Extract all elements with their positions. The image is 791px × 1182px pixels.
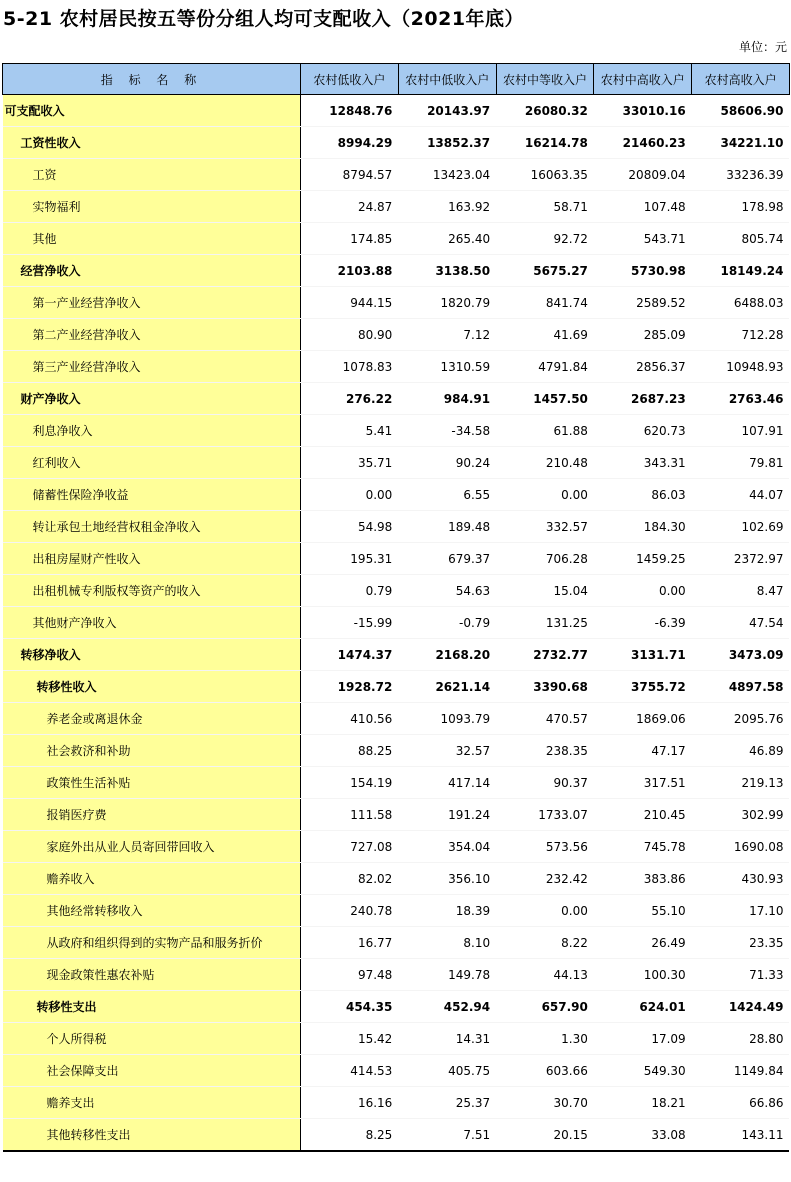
row-label: 储蓄性保险净收益 — [3, 479, 301, 511]
cell-value: 100.30 — [594, 959, 692, 991]
cell-value: 414.53 — [301, 1055, 399, 1087]
cell-value: 107.48 — [594, 191, 692, 223]
row-label: 从政府和组织得到的实物产品和服务折价 — [3, 927, 301, 959]
cell-value: 24.87 — [301, 191, 399, 223]
cell-value: 1459.25 — [594, 543, 692, 575]
header-middle-income: 农村中等收入户 — [496, 64, 594, 95]
cell-value: 20809.04 — [594, 159, 692, 191]
cell-value: 143.11 — [692, 1119, 790, 1152]
cell-value: 8.47 — [692, 575, 790, 607]
cell-value: 841.74 — [496, 287, 594, 319]
table-row — [3, 543, 790, 575]
cell-value: 3755.72 — [594, 671, 692, 703]
cell-value: 71.33 — [692, 959, 790, 991]
cell-value: 14.31 — [398, 1023, 496, 1055]
header-lower-middle-income: 农村中低收入户 — [398, 64, 496, 95]
cell-value: 276.22 — [301, 383, 399, 415]
cell-value: 44.07 — [692, 479, 790, 511]
cell-value: 54.98 — [301, 511, 399, 543]
cell-value: 55.10 — [594, 895, 692, 927]
cell-value: 265.40 — [398, 223, 496, 255]
cell-value: 2687.23 — [594, 383, 692, 415]
cell-value: 417.14 — [398, 767, 496, 799]
cell-value: 2621.14 — [398, 671, 496, 703]
cell-value: 6488.03 — [692, 287, 790, 319]
cell-value: 0.00 — [594, 575, 692, 607]
row-label: 赡养支出 — [3, 1087, 301, 1119]
table-row — [3, 479, 790, 511]
cell-value: 6.55 — [398, 479, 496, 511]
cell-value: 343.31 — [594, 447, 692, 479]
row-label: 社会保障支出 — [3, 1055, 301, 1087]
cell-value: 549.30 — [594, 1055, 692, 1087]
cell-value: 745.78 — [594, 831, 692, 863]
cell-value: 232.42 — [496, 863, 594, 895]
cell-value: 58606.90 — [692, 95, 790, 127]
row-label: 其他财产净收入 — [3, 607, 301, 639]
cell-value: 238.35 — [496, 735, 594, 767]
cell-value: 3473.09 — [692, 639, 790, 671]
row-label: 实物福利 — [3, 191, 301, 223]
row-label: 第一产业经营净收入 — [3, 287, 301, 319]
cell-value: 15.42 — [301, 1023, 399, 1055]
cell-value: 163.92 — [398, 191, 496, 223]
table-row — [3, 671, 790, 703]
cell-value: 15.04 — [496, 575, 594, 607]
cell-value: 1310.59 — [398, 351, 496, 383]
cell-value: 706.28 — [496, 543, 594, 575]
row-label: 转让承包土地经营权租金净收入 — [3, 511, 301, 543]
cell-value: 573.56 — [496, 831, 594, 863]
cell-value: 28.80 — [692, 1023, 790, 1055]
cell-value: 16063.35 — [496, 159, 594, 191]
table-row — [3, 159, 790, 191]
table-row — [3, 319, 790, 351]
cell-value: 20143.97 — [398, 95, 496, 127]
row-label: 报销医疗费 — [3, 799, 301, 831]
cell-value: 16214.78 — [496, 127, 594, 159]
header-row — [3, 64, 790, 95]
cell-value: 174.85 — [301, 223, 399, 255]
cell-value: 727.08 — [301, 831, 399, 863]
cell-value: 8.10 — [398, 927, 496, 959]
cell-value: 17.09 — [594, 1023, 692, 1055]
row-label: 利息净收入 — [3, 415, 301, 447]
cell-value: -6.39 — [594, 607, 692, 639]
cell-value: 240.78 — [301, 895, 399, 927]
row-label: 其他 — [3, 223, 301, 255]
cell-value: 356.10 — [398, 863, 496, 895]
cell-value: 61.88 — [496, 415, 594, 447]
row-label: 出租房屋财产性收入 — [3, 543, 301, 575]
header-low-income: 农村低收入户 — [301, 64, 399, 95]
cell-value: 332.57 — [496, 511, 594, 543]
cell-value: 154.19 — [301, 767, 399, 799]
cell-value: 80.90 — [301, 319, 399, 351]
cell-value: 620.73 — [594, 415, 692, 447]
cell-value: 7.51 — [398, 1119, 496, 1152]
cell-value: 3138.50 — [398, 255, 496, 287]
table-row — [3, 895, 790, 927]
table-row — [3, 223, 790, 255]
cell-value: 454.35 — [301, 991, 399, 1023]
row-label: 红利收入 — [3, 447, 301, 479]
cell-value: 16.16 — [301, 1087, 399, 1119]
cell-value: 86.03 — [594, 479, 692, 511]
cell-value: 8.22 — [496, 927, 594, 959]
table-row — [3, 703, 790, 735]
cell-value: 1820.79 — [398, 287, 496, 319]
cell-value: 944.15 — [301, 287, 399, 319]
row-label: 转移净收入 — [3, 639, 301, 671]
row-label: 其他转移性支出 — [3, 1119, 301, 1152]
cell-value: 2589.52 — [594, 287, 692, 319]
cell-value: 3390.68 — [496, 671, 594, 703]
cell-value: 107.91 — [692, 415, 790, 447]
income-table — [2, 63, 790, 1152]
cell-value: 18.21 — [594, 1087, 692, 1119]
cell-value: 13852.37 — [398, 127, 496, 159]
cell-value: 79.81 — [692, 447, 790, 479]
table-row — [3, 735, 790, 767]
cell-value: 88.25 — [301, 735, 399, 767]
cell-value: 178.98 — [692, 191, 790, 223]
row-label: 家庭外出从业人员寄回带回收入 — [3, 831, 301, 863]
cell-value: 1474.37 — [301, 639, 399, 671]
cell-value: 41.69 — [496, 319, 594, 351]
cell-value: 1457.50 — [496, 383, 594, 415]
cell-value: 32.57 — [398, 735, 496, 767]
table-row — [3, 799, 790, 831]
cell-value: 2372.97 — [692, 543, 790, 575]
table-row — [3, 127, 790, 159]
cell-value: 8794.57 — [301, 159, 399, 191]
cell-value: 92.72 — [496, 223, 594, 255]
cell-value: 149.78 — [398, 959, 496, 991]
cell-value: 191.24 — [398, 799, 496, 831]
table-row — [3, 287, 790, 319]
cell-value: -34.58 — [398, 415, 496, 447]
cell-value: 410.56 — [301, 703, 399, 735]
cell-value: 302.99 — [692, 799, 790, 831]
cell-value: 10948.93 — [692, 351, 790, 383]
cell-value: 90.37 — [496, 767, 594, 799]
cell-value: 33010.16 — [594, 95, 692, 127]
cell-value: 805.74 — [692, 223, 790, 255]
cell-value: 2168.20 — [398, 639, 496, 671]
cell-value: 712.28 — [692, 319, 790, 351]
cell-value: 210.45 — [594, 799, 692, 831]
cell-value: 16.77 — [301, 927, 399, 959]
row-label: 出租机械专利版权等资产的收入 — [3, 575, 301, 607]
cell-value: 219.13 — [692, 767, 790, 799]
cell-value: 44.13 — [496, 959, 594, 991]
cell-value: 18149.24 — [692, 255, 790, 287]
table-row — [3, 959, 790, 991]
table-row — [3, 831, 790, 863]
table-row — [3, 607, 790, 639]
table-row — [3, 991, 790, 1023]
row-label: 转移性支出 — [3, 991, 301, 1023]
cell-value: 34221.10 — [692, 127, 790, 159]
table-row — [3, 863, 790, 895]
row-label: 第二产业经营净收入 — [3, 319, 301, 351]
unit-label: 单位：元 — [738, 40, 787, 54]
cell-value: 8994.29 — [301, 127, 399, 159]
cell-value: 82.02 — [301, 863, 399, 895]
cell-value: 30.70 — [496, 1087, 594, 1119]
header-indicator-name: 指 标 名 称 — [3, 64, 301, 95]
row-label: 赡养收入 — [3, 863, 301, 895]
cell-value: 984.91 — [398, 383, 496, 415]
cell-value: 285.09 — [594, 319, 692, 351]
cell-value: 210.48 — [496, 447, 594, 479]
cell-value: 23.35 — [692, 927, 790, 959]
row-label: 财产净收入 — [3, 383, 301, 415]
table-row — [3, 255, 790, 287]
row-label: 转移性收入 — [3, 671, 301, 703]
cell-value: 5.41 — [301, 415, 399, 447]
cell-value: 2732.77 — [496, 639, 594, 671]
table-row — [3, 1087, 790, 1119]
table-row — [3, 447, 790, 479]
cell-value: 624.01 — [594, 991, 692, 1023]
cell-value: 131.25 — [496, 607, 594, 639]
cell-value: 0.00 — [496, 479, 594, 511]
cell-value: 1.30 — [496, 1023, 594, 1055]
cell-value: 1869.06 — [594, 703, 692, 735]
cell-value: 66.86 — [692, 1087, 790, 1119]
cell-value: 26.49 — [594, 927, 692, 959]
table-row — [3, 511, 790, 543]
cell-value: 2103.88 — [301, 255, 399, 287]
cell-value: 12848.76 — [301, 95, 399, 127]
cell-value: 5675.27 — [496, 255, 594, 287]
cell-value: 679.37 — [398, 543, 496, 575]
cell-value: 26080.32 — [496, 95, 594, 127]
row-label: 第三产业经营净收入 — [3, 351, 301, 383]
cell-value: 111.58 — [301, 799, 399, 831]
row-label: 社会救济和补助 — [3, 735, 301, 767]
table-row — [3, 95, 790, 127]
cell-value: 54.63 — [398, 575, 496, 607]
table-row — [3, 1119, 790, 1152]
table-row — [3, 575, 790, 607]
cell-value: 603.66 — [496, 1055, 594, 1087]
row-label: 工资 — [3, 159, 301, 191]
cell-value: 4791.84 — [496, 351, 594, 383]
cell-value: 1928.72 — [301, 671, 399, 703]
cell-value: 13423.04 — [398, 159, 496, 191]
cell-value: 657.90 — [496, 991, 594, 1023]
row-label: 个人所得税 — [3, 1023, 301, 1055]
cell-value: 25.37 — [398, 1087, 496, 1119]
cell-value: 3131.71 — [594, 639, 692, 671]
cell-value: 1078.83 — [301, 351, 399, 383]
cell-value: 1690.08 — [692, 831, 790, 863]
cell-value: 430.93 — [692, 863, 790, 895]
cell-value: 18.39 — [398, 895, 496, 927]
cell-value: 1149.84 — [692, 1055, 790, 1087]
cell-value: 317.51 — [594, 767, 692, 799]
cell-value: 543.71 — [594, 223, 692, 255]
cell-value: 35.71 — [301, 447, 399, 479]
cell-value: 0.79 — [301, 575, 399, 607]
cell-value: 33.08 — [594, 1119, 692, 1152]
row-label: 政策性生活补贴 — [3, 767, 301, 799]
row-label: 养老金或离退休金 — [3, 703, 301, 735]
cell-value: 5730.98 — [594, 255, 692, 287]
cell-value: 2763.46 — [692, 383, 790, 415]
table-row — [3, 927, 790, 959]
row-label: 现金政策性惠农补贴 — [3, 959, 301, 991]
page-title: 5-21 农村居民按五等份分组人均可支配收入（2021年底） — [3, 8, 525, 30]
header-high-income: 农村高收入户 — [692, 64, 790, 95]
cell-value: 47.17 — [594, 735, 692, 767]
cell-value: 2856.37 — [594, 351, 692, 383]
cell-value: 102.69 — [692, 511, 790, 543]
row-label: 其他经常转移收入 — [3, 895, 301, 927]
cell-value: 354.04 — [398, 831, 496, 863]
cell-value: -0.79 — [398, 607, 496, 639]
table-row — [3, 767, 790, 799]
cell-value: 470.57 — [496, 703, 594, 735]
cell-value: 2095.76 — [692, 703, 790, 735]
table-row — [3, 1023, 790, 1055]
header-upper-middle-income: 农村中高收入户 — [594, 64, 692, 95]
table-row — [3, 383, 790, 415]
row-label: 工资性收入 — [3, 127, 301, 159]
row-label: 可支配收入 — [3, 95, 301, 127]
table-row — [3, 351, 790, 383]
cell-value: 195.31 — [301, 543, 399, 575]
cell-value: 452.94 — [398, 991, 496, 1023]
cell-value: 58.71 — [496, 191, 594, 223]
cell-value: 8.25 — [301, 1119, 399, 1152]
cell-value: 20.15 — [496, 1119, 594, 1152]
cell-value: 33236.39 — [692, 159, 790, 191]
row-label: 经营净收入 — [3, 255, 301, 287]
cell-value: 1093.79 — [398, 703, 496, 735]
cell-value: 405.75 — [398, 1055, 496, 1087]
cell-value: 383.86 — [594, 863, 692, 895]
cell-value: 17.10 — [692, 895, 790, 927]
cell-value: 46.89 — [692, 735, 790, 767]
cell-value: 0.00 — [496, 895, 594, 927]
table-row — [3, 415, 790, 447]
table-row — [3, 1055, 790, 1087]
cell-value: 189.48 — [398, 511, 496, 543]
cell-value: -15.99 — [301, 607, 399, 639]
cell-value: 0.00 — [301, 479, 399, 511]
cell-value: 90.24 — [398, 447, 496, 479]
cell-value: 7.12 — [398, 319, 496, 351]
cell-value: 97.48 — [301, 959, 399, 991]
cell-value: 21460.23 — [594, 127, 692, 159]
table-row — [3, 191, 790, 223]
cell-value: 1424.49 — [692, 991, 790, 1023]
table-row — [3, 639, 790, 671]
cell-value: 1733.07 — [496, 799, 594, 831]
cell-value: 184.30 — [594, 511, 692, 543]
cell-value: 47.54 — [692, 607, 790, 639]
cell-value: 4897.58 — [692, 671, 790, 703]
